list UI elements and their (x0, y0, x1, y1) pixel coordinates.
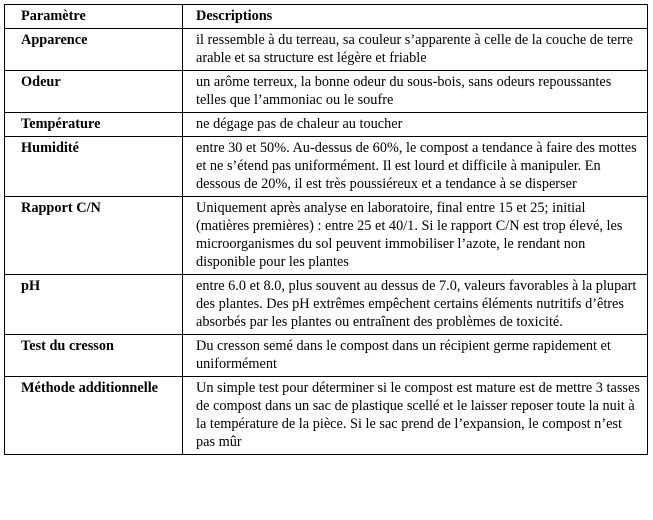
description-cell: Un simple test pour déterminer si le compost est mature est de mettre 3 tasses de compost dans un sac de plastique scellé et le laisser reposer toute la nuit à la température de la pièce. Si le sac prend de l’expansion, le compost n’est pas mûr (183, 377, 648, 455)
compost-parameters-table (4, 4, 648, 455)
parameter-cell: pH (5, 275, 183, 335)
parameter-cell: Humidité (5, 137, 183, 197)
table-header-row (5, 5, 648, 29)
header-description-cell: Descriptions (183, 5, 648, 29)
table-row (5, 113, 648, 137)
parameter-cell: Rapport C/N (5, 197, 183, 275)
description-cell: un arôme terreux, la bonne odeur du sous-bois, sans odeurs repoussantes telles que l’ammoniac ou le soufre (183, 71, 648, 113)
parameter-cell: Odeur (5, 71, 183, 113)
description-cell: Uniquement après analyse en laboratoire, final entre 15 et 25; initial (matières premières) : entre 25 et 40/1. Si le rapport C/N est trop élevé, les microorganismes du sol peuvent immobiliser l’azote, le rendant non disponible pour les plantes (183, 197, 648, 275)
header-parameter-cell: Paramètre (5, 5, 183, 29)
parameter-cell: Température (5, 113, 183, 137)
parameter-cell: Test du cresson (5, 335, 183, 377)
table-row (5, 197, 648, 275)
table-row (5, 29, 648, 71)
description-cell: il ressemble à du terreau, sa couleur s’apparente à celle de la couche de terre arable et sa structure est légère et friable (183, 29, 648, 71)
description-cell: Du cresson semé dans le compost dans un récipient germe rapidement et uniformément (183, 335, 648, 377)
description-cell: entre 6.0 et 8.0, plus souvent au dessus de 7.0, valeurs favorables à la plupart des plantes. Des pH extrêmes empêchent certains éléments nutritifs d’êtres absorbés par les plantes ou entraînent des problèmes de toxicité. (183, 275, 648, 335)
table-row (5, 137, 648, 197)
table-row (5, 71, 648, 113)
parameter-cell: Méthode additionnelle (5, 377, 183, 455)
table-row (5, 335, 648, 377)
parameter-cell: Apparence (5, 29, 183, 71)
description-cell: entre 30 et 50%. Au-dessus de 60%, le compost a tendance à faire des mottes et ne s’étend pas uniformément. Il est lourd et difficile à manipuler. En dessous de 20%, il est très poussiéreux et a tendance à se disperser (183, 137, 648, 197)
table-row (5, 377, 648, 455)
table-row (5, 275, 648, 335)
description-cell: ne dégage pas de chaleur au toucher (183, 113, 648, 137)
